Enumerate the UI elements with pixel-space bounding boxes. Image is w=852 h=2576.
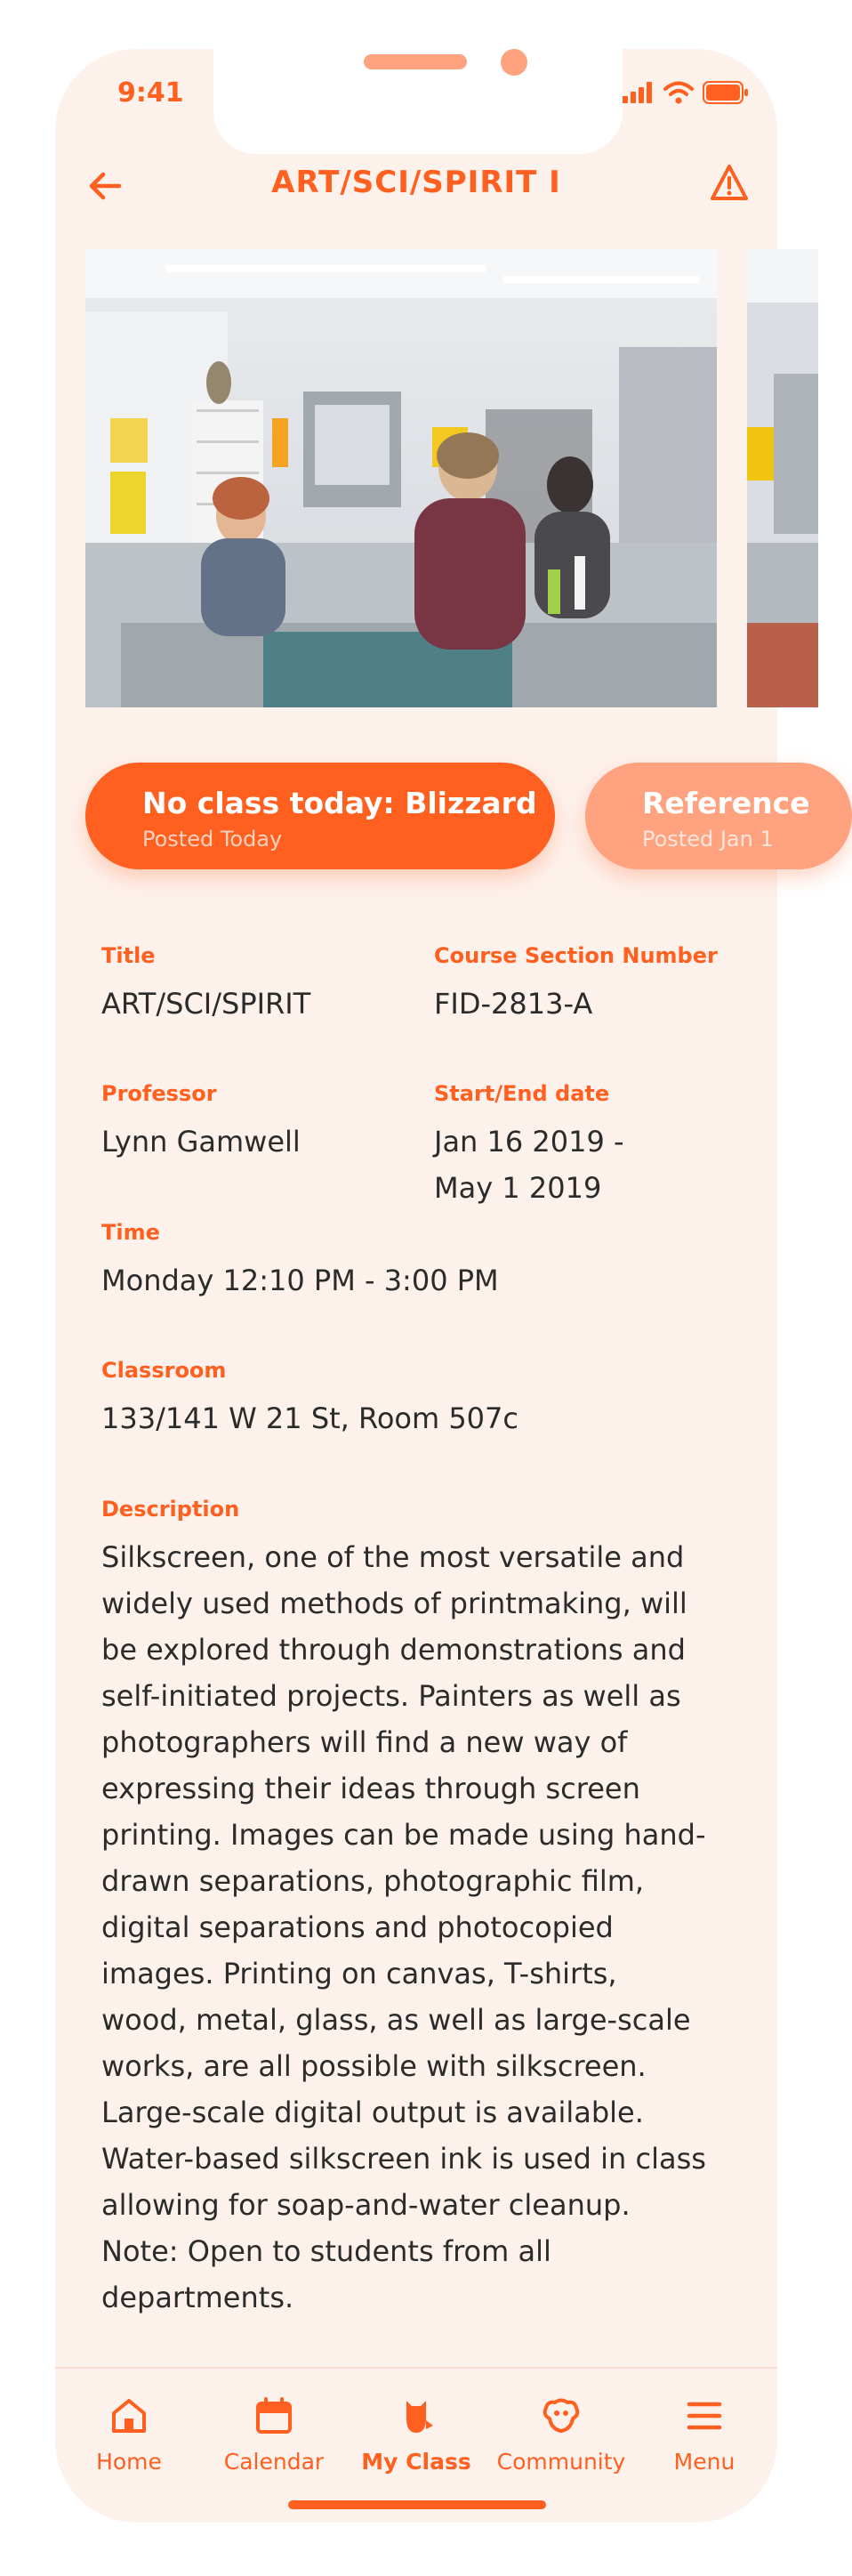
classroom-field [101,1358,518,1441]
tab-my-class[interactable] [350,2395,483,2475]
speaker-grille [364,54,467,69]
alert-triangle-icon[interactable] [708,163,751,206]
description-line: printing. Images can be made using hand- [101,1818,706,1852]
field-value: 133/141 W 21 St, Room 507c [101,1401,518,1435]
tab-label: Menu [673,2449,735,2475]
calendar-icon [253,2395,294,2436]
description-text [101,1534,742,2321]
front-camera [501,49,527,76]
field-label: Description [101,1497,240,1522]
community-icon [541,2395,582,2436]
tab-label: My Class [361,2449,471,2475]
description-line: wood, metal, glass, as well as large-scale [101,2003,691,2037]
announcement-title: No class today: Blizzard [142,786,537,820]
field-value: ART/SCI/SPIRIT [101,987,311,1021]
home-indicator[interactable] [288,2500,546,2509]
field-value: May 1 2019 [434,1171,602,1205]
field-label: Time [101,1220,160,1245]
hamburger-menu-icon [684,2395,725,2436]
time-field [101,1220,499,1304]
description-line: expressing their ideas through screen [101,1772,640,1805]
description-line: self-initiated projects. Painters as well as [101,1679,681,1713]
field-value: FID-2813-A [434,987,593,1021]
page-title: ART/SCI/SPIRIT I [271,165,561,200]
next-photo-peek[interactable] [747,249,818,707]
status-time: 9:41 [117,77,184,109]
page-header [55,147,777,227]
professor-field [101,1081,301,1165]
tab-label: Home [96,2449,162,2475]
wifi-icon [663,81,694,104]
description-line: allowing for soap-and-water cleanup. [101,2188,631,2222]
description-line: drawn separations, photographic film, [101,1864,645,1898]
cellular-signal-icon [623,82,655,103]
status-icons [623,81,749,104]
field-label: Start/End date [434,1081,610,1106]
description-line: departments. [101,2281,294,2314]
tab-community[interactable] [494,2395,628,2475]
field-label: Course Section Number [434,943,718,968]
description-line: digital separations and photocopied [101,1910,614,1944]
description-line: Water-based silkscreen ink is used in class [101,2142,706,2176]
description-field [101,1497,742,2321]
phone-screen [55,49,810,2523]
description-line: be explored through demonstrations and [101,1633,686,1667]
announcement-carousel[interactable] [85,763,810,878]
description-line: photographers will find a new way of [101,1725,628,1759]
field-value: Monday 12:10 PM - 3:00 PM [101,1264,499,1297]
classroom-photo [85,249,717,707]
description-line: Note: Open to students from all [101,2234,551,2268]
battery-icon [703,81,749,104]
section-number-field [434,943,718,1027]
start-end-date-field [434,1081,624,1211]
field-label: Title [101,943,156,968]
owl-icon [396,2395,437,2436]
tab-home[interactable] [62,2395,196,2475]
class-photo-carousel[interactable] [85,249,777,707]
device-notch [213,45,623,154]
description-line: widely used methods of printmaking, will [101,1587,687,1620]
field-label: Professor [101,1081,217,1106]
field-label: Classroom [101,1358,227,1383]
title-field [101,943,310,1027]
description-line: images. Printing on canvas, T-shirts, [101,1957,617,1991]
description-line: Silkscreen, one of the most versatile and [101,1540,685,1574]
tab-label: Calendar [223,2449,325,2475]
field-value: Lynn Gamwell [101,1125,301,1159]
announcement-card[interactable] [585,763,852,869]
announcement-date: Posted Today [142,827,283,852]
announcement-date: Posted Jan 1 [642,827,774,852]
announcement-card[interactable] [85,763,555,869]
home-icon [109,2395,149,2436]
tab-menu[interactable] [638,2395,771,2475]
field-value: Jan 16 2019 - [434,1125,624,1159]
description-line: Large-scale digital output is available. [101,2096,644,2129]
announcement-title: Reference [642,786,810,820]
description-line: works, are all possible with silkscreen. [101,2049,647,2083]
tab-label: Community [496,2449,626,2475]
tab-calendar[interactable] [207,2395,341,2475]
